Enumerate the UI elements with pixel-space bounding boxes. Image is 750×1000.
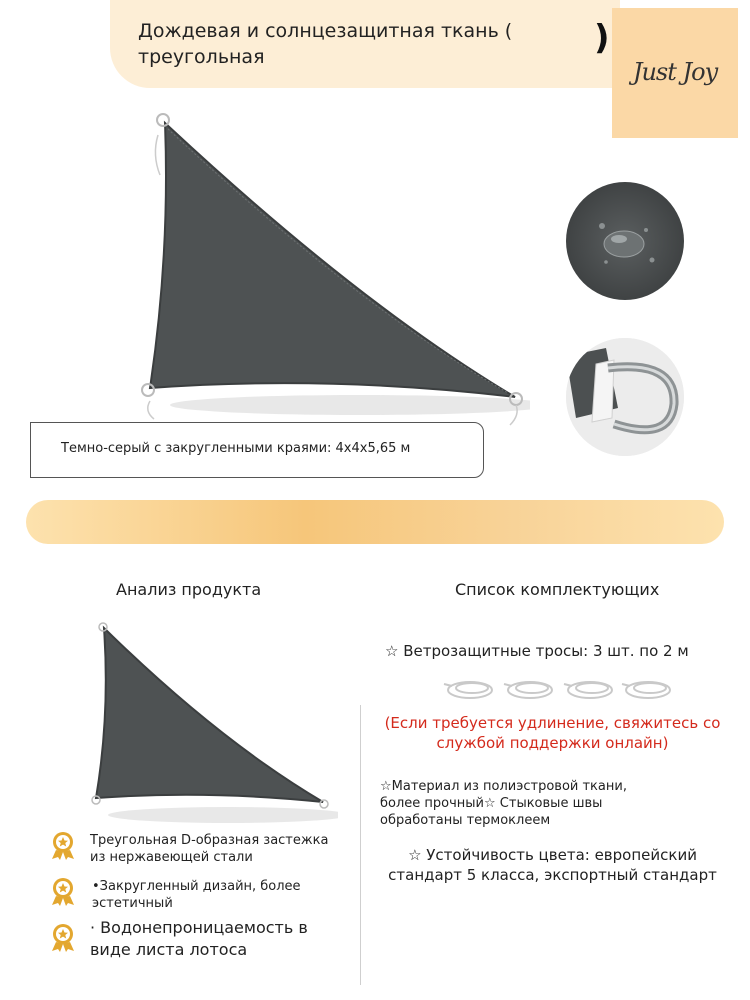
ropes-item: ☆ Ветрозащитные тросы: 3 шт. по 2 м [385, 642, 689, 660]
medal-icon [48, 876, 78, 906]
product-analysis-title: Анализ продукта [116, 580, 262, 599]
d-ring-detail [566, 338, 684, 456]
triangle-sail-image [130, 105, 530, 435]
water-drop-detail [566, 182, 684, 300]
material-item: ☆Материал из полиэстровой ткани, более прочный☆ Стыковые швы обработаны термоклеем [380, 779, 627, 828]
logo-text: Just Joy [632, 58, 718, 86]
decorative-bar [26, 500, 724, 544]
color-size-caption [30, 422, 484, 478]
caption-text: Темно-серый с закругленными краями: 4x4x5,65 м [61, 441, 411, 456]
title-paren: ) [594, 18, 610, 58]
rope-coil-icon [440, 674, 680, 708]
components-title: Список комплектующих [455, 580, 660, 599]
column-divider [360, 705, 361, 985]
medal-icon [48, 830, 78, 860]
small-triangle-sail-image [88, 620, 338, 835]
page-title: Дождевая и солнцезащитная ткань ( треугольная [138, 20, 513, 68]
brand-logo [612, 8, 738, 138]
feature-item: · Водонепроницаемость в виде листа лотоса [90, 918, 308, 959]
extension-note: (Если требуется удлинение, свяжитесь со службой поддержки онлайн) [384, 714, 721, 752]
feature-item: •Закругленный дизайн, более эстетичный [92, 879, 301, 911]
feature-item: Треугольная D-образная застежка из нержавеющей стали [90, 833, 329, 865]
medal-icon [48, 922, 78, 952]
color-fastness-item: ☆ Устойчивость цвета: европейский стандарт 5 класса, экспортный стандарт [388, 846, 717, 884]
